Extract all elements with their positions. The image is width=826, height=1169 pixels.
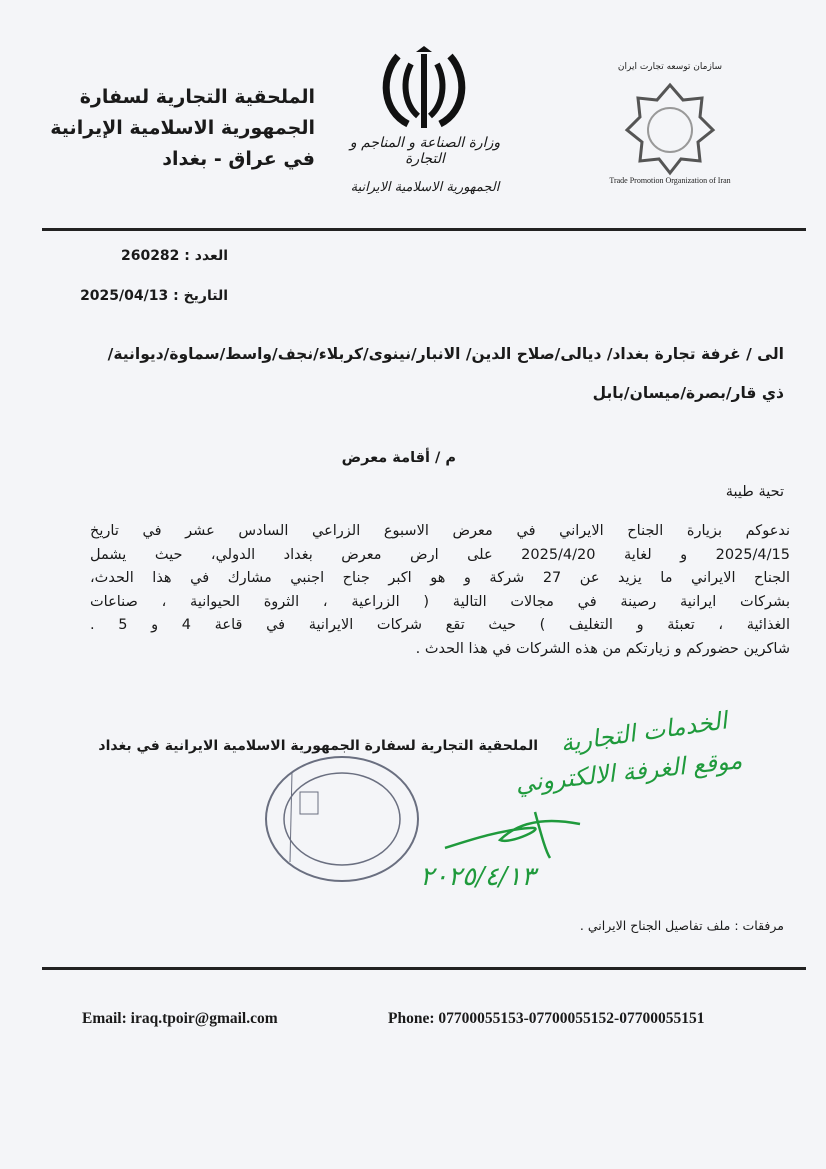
official-stamp-icon	[262, 752, 422, 887]
body-line: الغذائية ، تعبئة و التغليف ) حيث تقع شركات الايرانية في قاعة 4 و 5 .	[90, 617, 790, 633]
republic-name: الجمهورية الاسلامية الايرانية	[350, 180, 500, 195]
handwritten-date: ٢٠٢٥/٤/١٣	[420, 862, 536, 892]
signature-title: الملحقية التجارية لسفارة الجمهورية الاسلامية الايرانية في بغداد	[98, 738, 538, 754]
footer-divider	[42, 967, 806, 970]
tpo-fa-text: سازمان توسعه تجارت ایران	[617, 62, 723, 72]
body-paragraph	[90, 520, 790, 661]
attachments: مرفقات : ملف تفاصيل الجناح الايراني .	[579, 918, 784, 933]
tpo-star-icon	[605, 55, 735, 185]
ministry-name: وزارة الصناعة و المناجم و التجارة	[349, 135, 501, 167]
tpo-logo	[605, 55, 735, 185]
subject: م / أقامة معرض	[341, 450, 456, 466]
header-divider	[42, 228, 806, 231]
footer-phone: Phone: 07700055153-07700055152-07700055151	[388, 1010, 705, 1027]
greeting: تحية طيبة	[725, 484, 784, 500]
body-line: ندعوكم بزيارة الجناح الايراني في معرض الاسبوع الزراعي السادس عشر في تاريخ	[90, 523, 790, 539]
body-line: الجناح الايراني ما يزيد عن 27 شركة و هو اكبر جناح اجنبي مشارك في هذا الحدث،	[90, 570, 790, 586]
org-header	[30, 82, 315, 175]
handwritten-signature-icon	[440, 810, 590, 860]
org-line: الملحقية التجارية لسفارة	[79, 86, 315, 108]
footer-email: Email: iraq.tpoir@gmail.com	[82, 1010, 278, 1027]
handwritten-note-1: الخدمات التجارية	[558, 706, 729, 758]
org-line: الجمهورية الاسلامية الإيرانية	[50, 117, 315, 139]
body-line: 2025/4/15 و لغاية 2025/4/20 على ارض معرض بغداد الدولي، حيث يشمل	[90, 546, 790, 563]
iran-emblem-icon	[378, 46, 470, 132]
ref-number: العدد : 260282	[120, 248, 228, 264]
handwritten-note-2: موقع الغرفة الالكتروني	[514, 746, 744, 798]
org-line: في عراق - بغداد	[162, 148, 315, 170]
body-line: شاكرين حضوركم و زيارتكم من هذه الشركات في هذا الحدث .	[415, 640, 790, 657]
ref-date: التاريخ : 2025/04/13	[80, 288, 228, 304]
body-line: بشركات ايرانية رصينة في مجالات التالية ( الزراعية ، الثروة الحيوانية ، صناعات	[90, 593, 790, 610]
recipients-line-2: ذي قار/بصرة/ميسان/بابل	[592, 384, 784, 402]
recipients-line-1: الى / غرفة تجارة بغداد/ ديالى/صلاح الدين/ الانبار/نينوى/كربلاء/نجف/واسط/سماوة/ديوانية/	[107, 345, 784, 363]
tpo-en-text: Trade Promotion Organization of Iran	[609, 176, 731, 185]
